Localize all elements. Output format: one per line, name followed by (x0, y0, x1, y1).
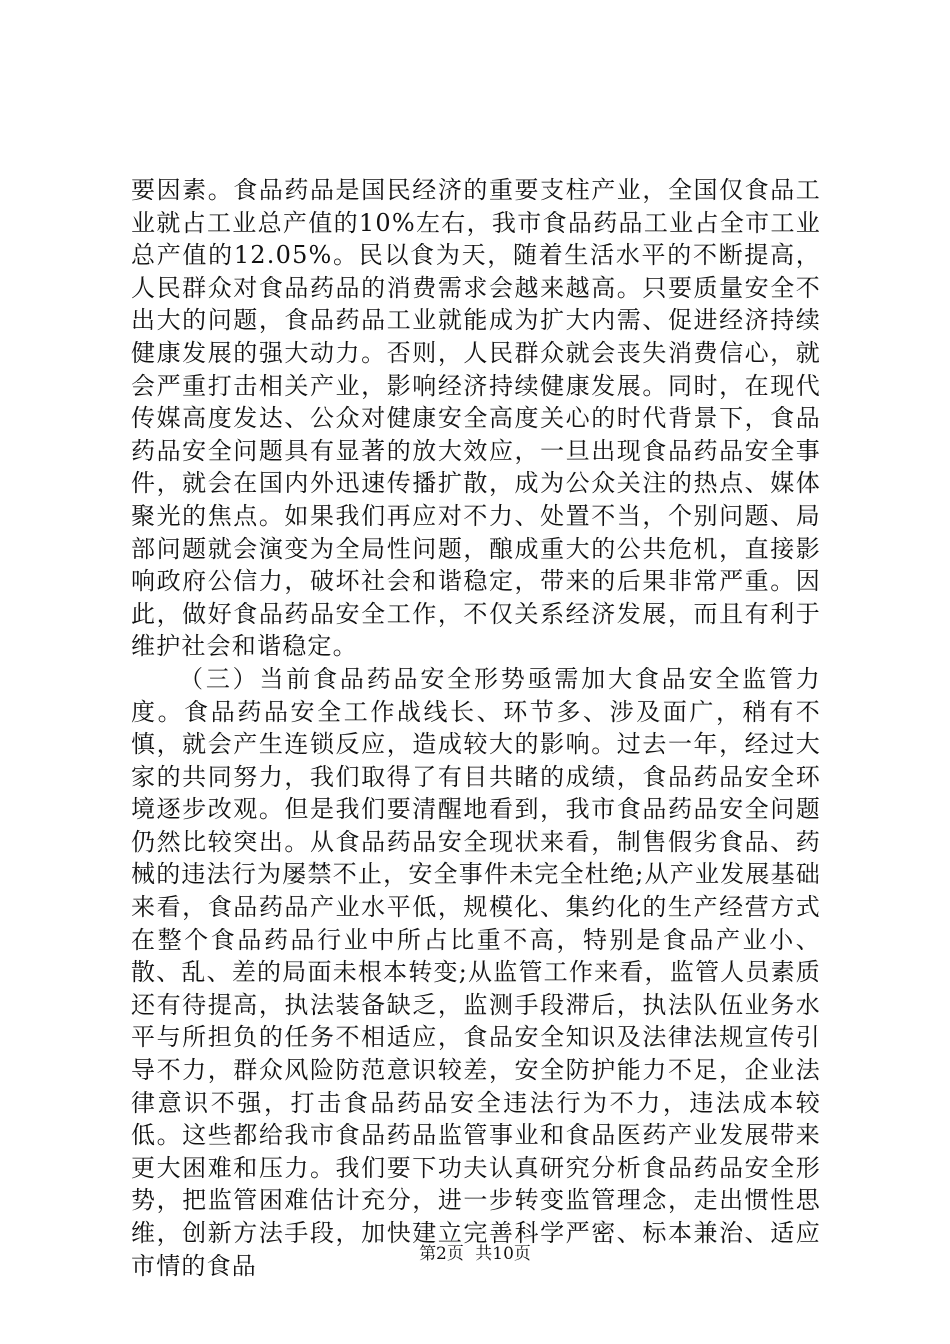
paragraph-continued: 要因素。食品药品是国民经济的重要支柱产业，全国仅食品工业就占工业总产值的10%左右，我市食品药品工业占全市工业总产值的12.05%。民以食为天，随着生活水平的不断提高，人民群众对食品药品的消费需求会越来越高。只要质量安全不出大的问题，食品药品工业就能成为扩大内需、促进经济持续健康发展的强大动力。否则，人民群众就会丧失消费信心，就会严重打击相关产业，影响经济持续健康发展。同时，在现代传媒高度发达、公众对健康安全高度关心的时代背景下，食品药品安全问题具有显著的放大效应，一旦出现食品药品安全事件，就会在国内外迅速传播扩散，成为公众关注的热点、媒体聚光的焦点。如果我们再应对不力、处置不当，个别问题、局部问题就会演变为全局性问题，酿成重大的公共危机，直接影响政府公信力，破坏社会和谐稳定，带来的后果非常严重。因此，做好食品药品安全工作，不仅关系经济发展，而且有利于维护社会和谐稳定。 (131, 176, 821, 661)
page-total: 共10页 (475, 1244, 531, 1264)
page-footer (0, 1243, 950, 1265)
document-body (131, 174, 821, 1282)
page-number: 第2页 (419, 1244, 464, 1264)
paragraph-section-three: （三）当前食品药品安全形势亟需加大食品安全监管力度。食品药品安全工作战线长、环节多、涉及面广，稍有不慎，就会产生连锁反应，造成较大的影响。过去一年，经过大家的共同努力，我们取得了有目共睹的成绩，食品药品安全环境逐步改观。但是我们要清醒地看到，我市食品药品安全问题仍然比较突出。从食品药品安全现状来看，制售假劣食品、药械的违法行为屡禁不止，安全事件未完全杜绝;从产业发展基础来看，食品药品产业水平低，规模化、集约化的生产经营方式在整个食品药品行业中所占比重不高，特别是食品产业小、散、乱、差的局面未根本转变;从监管工作来看，监管人员素质还有待提高，执法装备缺乏，监测手段滞后，执法队伍业务水平与所担负的任务不相适应，食品安全知识及法律法规宣传引导不力，群众风险防范意识较差，安全防护能力不足，企业法律意识不强，打击食品药品安全违法行为不力，违法成本较低。这些都给我市食品药品监管事业和食品医药产业发展带来更大困难和压力。我们要下功夫认真研究分析食品药品安全形势，把监管困难估计充分，进一步转变监管理念，走出惯性思维，创新方法手段，加快建立完善科学严密、标本兼治、适应市情的食品 (131, 664, 821, 1280)
